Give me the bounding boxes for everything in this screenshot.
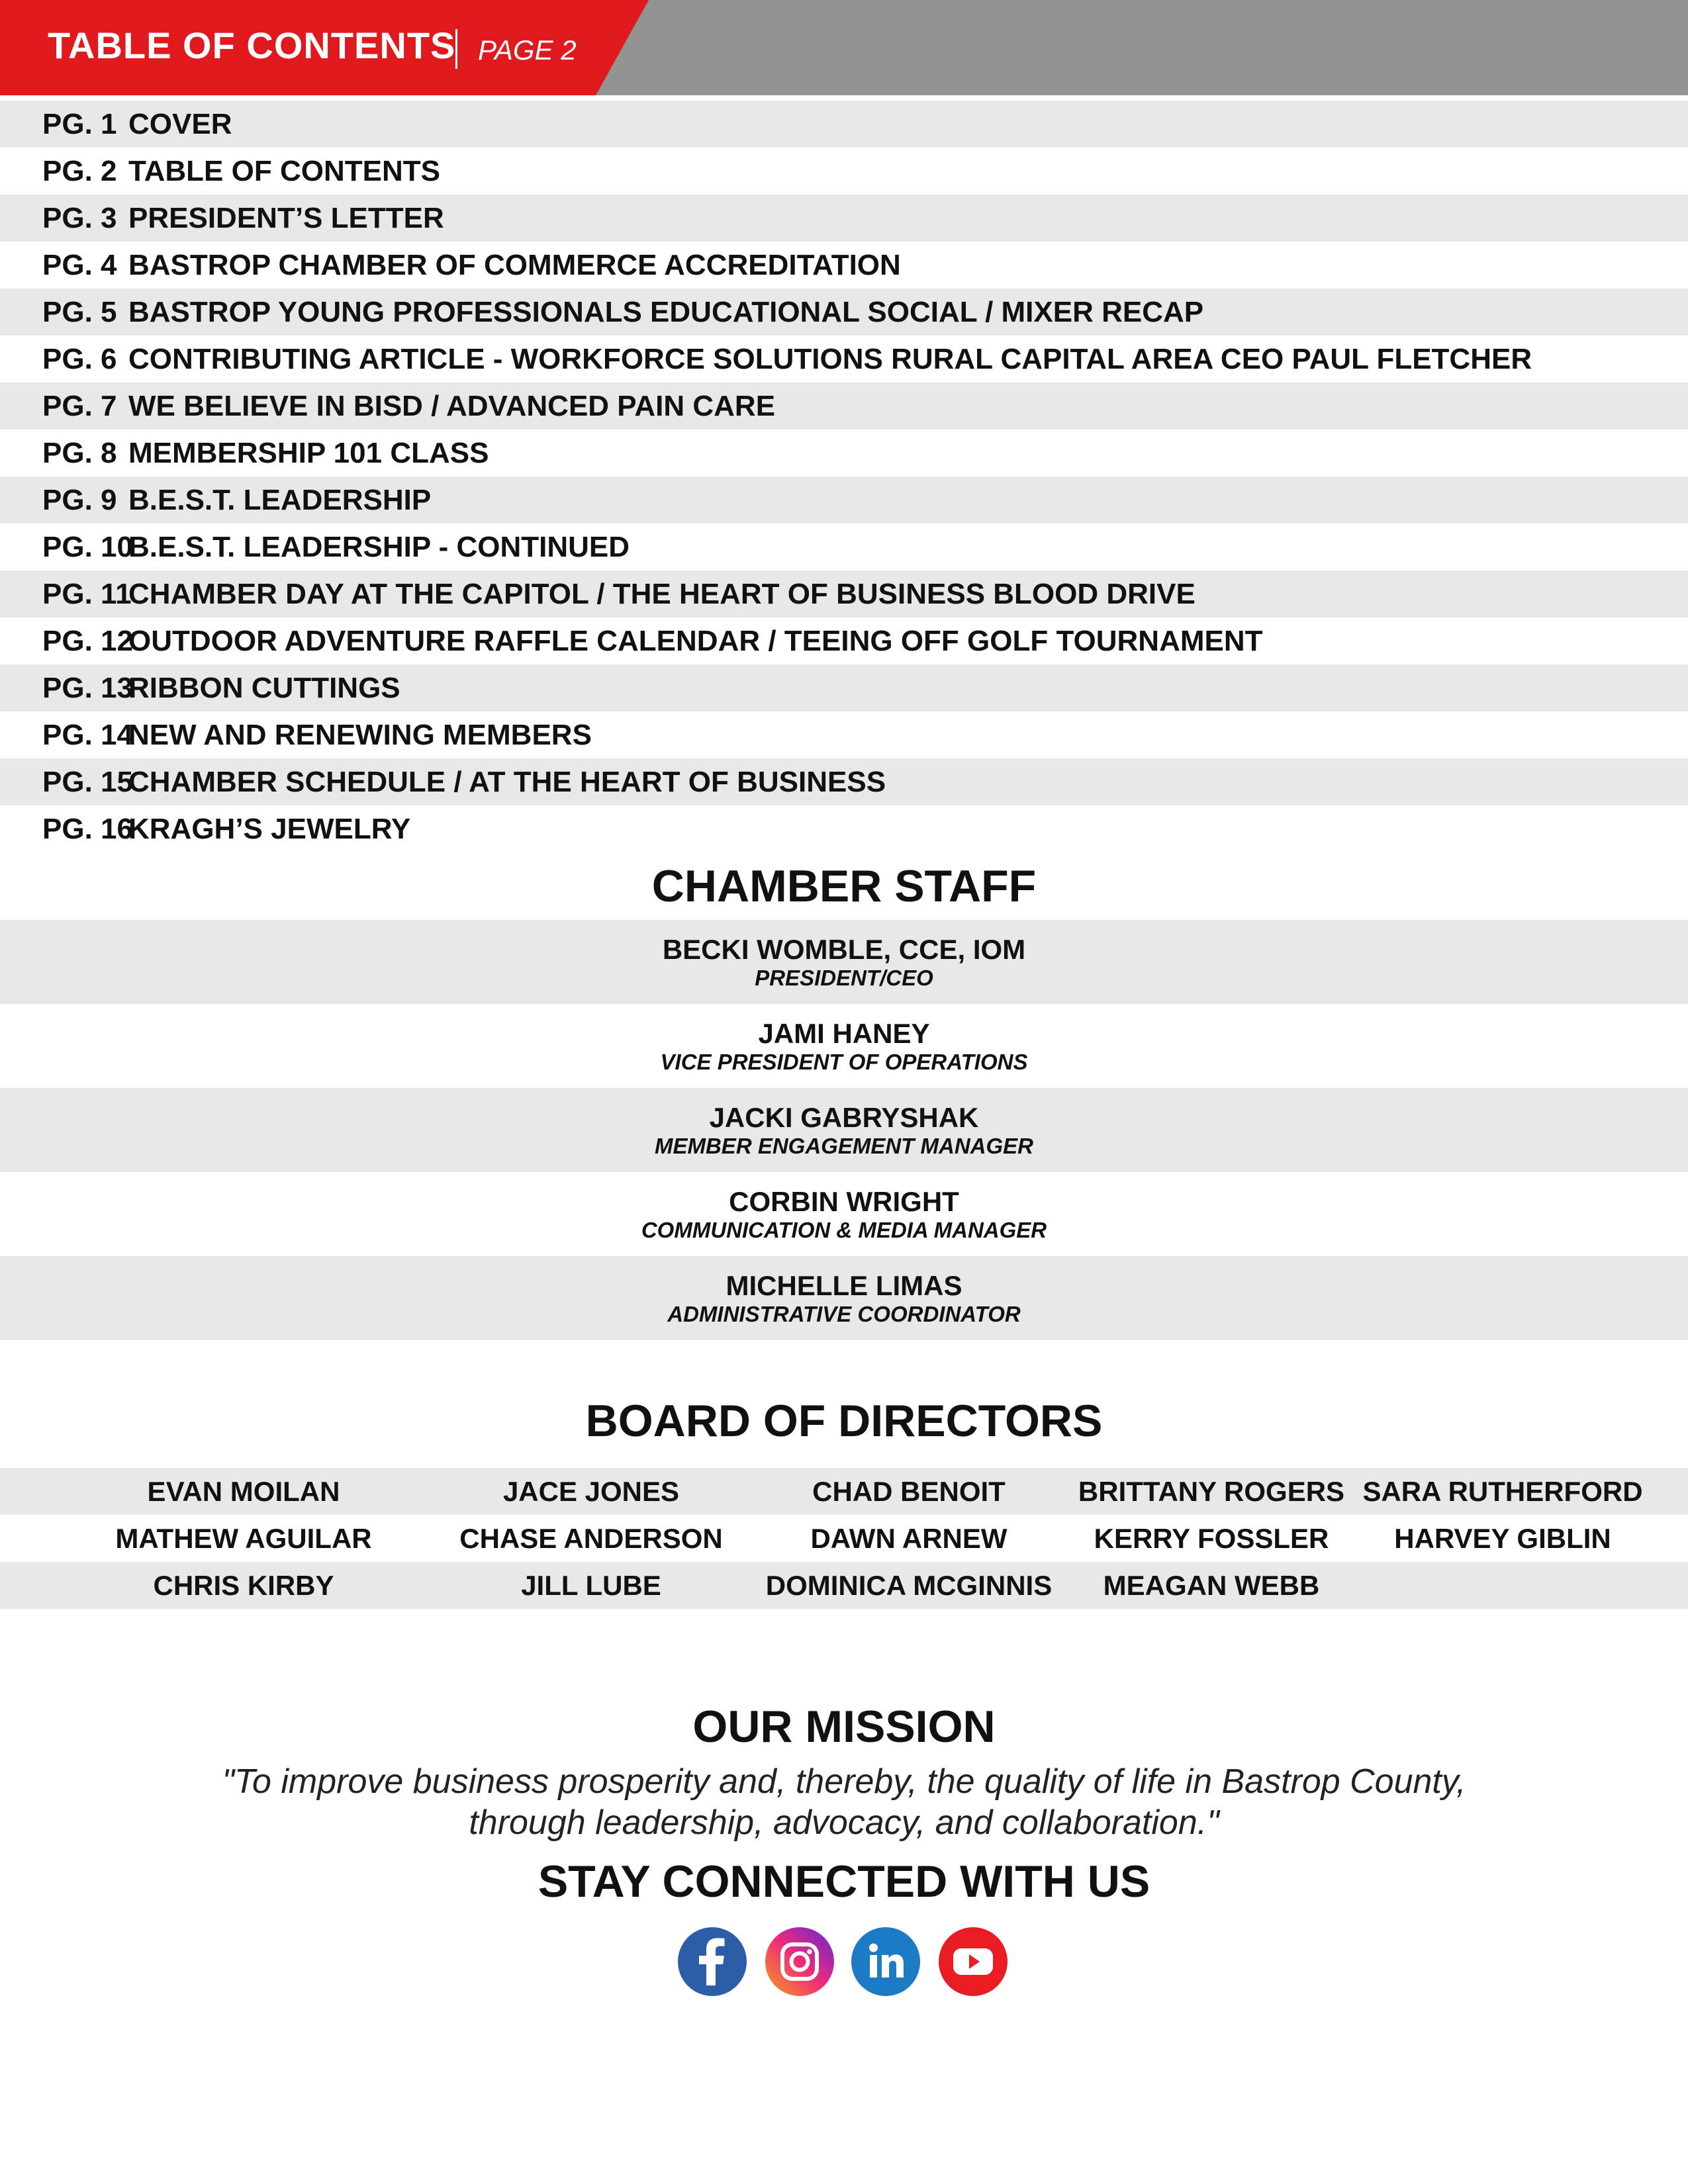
toc-page-number: PG. 3	[42, 201, 117, 234]
toc-page-number: PG. 6	[42, 342, 117, 375]
staff-role: MEMBER ENGAGEMENT MANAGER	[654, 1133, 1033, 1158]
board-member: DAWN ARNEW	[810, 1523, 1008, 1554]
toc-title: RIBBON CUTTINGS	[128, 671, 400, 704]
board-member: MEAGAN WEBB	[1103, 1570, 1320, 1601]
toc-item[interactable]	[0, 195, 1688, 242]
toc-item[interactable]	[0, 289, 1688, 336]
toc-title: B.E.S.T. LEADERSHIP - CONTINUED	[128, 530, 630, 563]
toc-item[interactable]	[0, 477, 1688, 523]
staff-role: COMMUNICATION & MEDIA MANAGER	[641, 1217, 1047, 1242]
toc-title: MEMBERSHIP 101 CLASS	[128, 436, 489, 469]
board-member: CHAD BENOIT	[812, 1476, 1006, 1507]
board-member: EVAN MOILAN	[147, 1476, 340, 1507]
mission-line-2: through leadership, advocacy, and collaboration."	[469, 1803, 1219, 1842]
staff-name: BECKI WOMBLE, CCE, IOM	[662, 933, 1026, 965]
connect-heading: STAY CONNECTED WITH US	[538, 1856, 1150, 1907]
board-row	[0, 1468, 1688, 1515]
toc-page-number: PG. 13	[42, 671, 133, 704]
toc-page-number: PG. 12	[42, 624, 133, 657]
toc-page-number: PG. 9	[42, 483, 117, 516]
staff-name: JAMI HANEY	[758, 1017, 930, 1049]
toc-item[interactable]	[0, 430, 1688, 477]
board-member: JACE JONES	[502, 1476, 680, 1507]
staff-heading: CHAMBER STAFF	[651, 861, 1037, 911]
board-member: DOMINICA MCGINNIS	[765, 1570, 1053, 1601]
staff-member	[0, 1256, 1688, 1340]
header-page-label: PAGE 2	[478, 34, 577, 66]
toc-title: CONTRIBUTING ARTICLE - WORKFORCE SOLUTIONS RURAL CAPITAL AREA CEO PAUL FLETCHER	[128, 342, 1532, 375]
board-member: CHASE ANDERSON	[459, 1523, 723, 1554]
toc-title: TABLE OF CONTENTS	[128, 154, 440, 187]
toc-item[interactable]	[0, 523, 1688, 570]
instagram-icon[interactable]	[765, 1927, 834, 1996]
toc-title: NEW AND RENEWING MEMBERS	[128, 718, 592, 751]
board-row	[0, 1515, 1688, 1562]
board-list	[0, 1468, 1688, 1609]
toc-item[interactable]	[0, 101, 1688, 148]
toc-title: CHAMBER DAY AT THE CAPITOL / THE HEART OF BUSINESS BLOOD DRIVE	[128, 577, 1196, 610]
staff-role: PRESIDENT/CEO	[755, 965, 933, 990]
staff-member	[0, 1088, 1688, 1172]
toc-title: BASTROP YOUNG PROFESSIONALS EDUCATIONAL SOCIAL / MIXER RECAP	[128, 295, 1204, 328]
toc-page-number: PG. 7	[42, 389, 117, 422]
toc-page-number: PG. 5	[42, 295, 117, 328]
toc-item[interactable]	[0, 758, 1688, 805]
header-divider	[455, 29, 457, 69]
staff-name: MICHELLE LIMAS	[726, 1269, 962, 1301]
toc-title: OUTDOOR ADVENTURE RAFFLE CALENDAR / TEEING OFF GOLF TOURNAMENT	[128, 624, 1263, 657]
mission-heading: OUR MISSION	[692, 1702, 996, 1752]
toc-item[interactable]	[0, 242, 1688, 289]
toc-item[interactable]	[0, 336, 1688, 383]
toc-title: CHAMBER SCHEDULE / AT THE HEART OF BUSINESS	[128, 765, 886, 798]
board-member: KERRY FOSSLER	[1094, 1523, 1329, 1554]
page-header	[0, 0, 1688, 95]
toc-title: B.E.S.T. LEADERSHIP	[128, 483, 432, 516]
board-row	[0, 1562, 1688, 1609]
staff-member	[0, 1172, 1688, 1256]
staff-role: VICE PRESIDENT OF OPERATIONS	[660, 1049, 1028, 1074]
linkedin-icon[interactable]	[851, 1927, 920, 1996]
board-member: BRITTANY ROGERS	[1078, 1476, 1345, 1507]
board-member: CHRIS KIRBY	[153, 1570, 334, 1601]
toc-page-number: PG. 16	[42, 812, 133, 845]
toc-item[interactable]	[0, 805, 1688, 852]
board-member: SARA RUTHERFORD	[1362, 1476, 1643, 1507]
toc-list	[0, 101, 1688, 852]
toc-title: PRESIDENT’S LETTER	[128, 201, 444, 234]
header-title: TABLE OF CONTENTS	[48, 24, 456, 66]
staff-list	[0, 920, 1688, 1340]
toc-page-number: PG. 15	[42, 765, 133, 798]
toc-item[interactable]	[0, 711, 1688, 758]
toc-title: COVER	[128, 107, 232, 140]
staff-member	[0, 1004, 1688, 1088]
staff-member	[0, 920, 1688, 1004]
toc-page-number: PG. 4	[42, 248, 117, 281]
toc-item[interactable]	[0, 148, 1688, 195]
mission-line-1: "To improve business prosperity and, thereby, the quality of life in Bastrop County,	[222, 1762, 1466, 1801]
staff-name: JACKI GABRYSHAK	[709, 1101, 979, 1133]
toc-page-number: PG. 2	[42, 154, 117, 187]
board-member: MATHEW AGUILAR	[115, 1523, 372, 1554]
youtube-icon[interactable]	[939, 1927, 1008, 1996]
toc-page-number: PG. 14	[42, 718, 133, 751]
toc-item[interactable]	[0, 617, 1688, 664]
toc-page-number: PG. 10	[42, 530, 133, 563]
toc-page-number: PG. 11	[42, 577, 132, 610]
toc-page-number: PG. 1	[42, 107, 117, 140]
staff-name: CORBIN WRIGHT	[729, 1185, 959, 1217]
staff-role: ADMINISTRATIVE COORDINATOR	[667, 1301, 1021, 1326]
toc-item[interactable]	[0, 664, 1688, 711]
social-links	[678, 1927, 1010, 1996]
facebook-icon[interactable]	[678, 1927, 747, 1996]
board-member: HARVEY GIBLIN	[1394, 1523, 1611, 1554]
toc-title: KRAGH’S JEWELRY	[128, 812, 411, 845]
board-heading: BOARD OF DIRECTORS	[585, 1396, 1103, 1446]
toc-title: WE BELIEVE IN BISD / ADVANCED PAIN CARE	[128, 389, 776, 422]
board-member: JILL LUBE	[521, 1570, 661, 1601]
toc-item[interactable]	[0, 570, 1688, 617]
toc-page-number: PG. 8	[42, 436, 117, 469]
toc-item[interactable]	[0, 383, 1688, 430]
toc-title: BASTROP CHAMBER OF COMMERCE ACCREDITATION	[128, 248, 901, 281]
